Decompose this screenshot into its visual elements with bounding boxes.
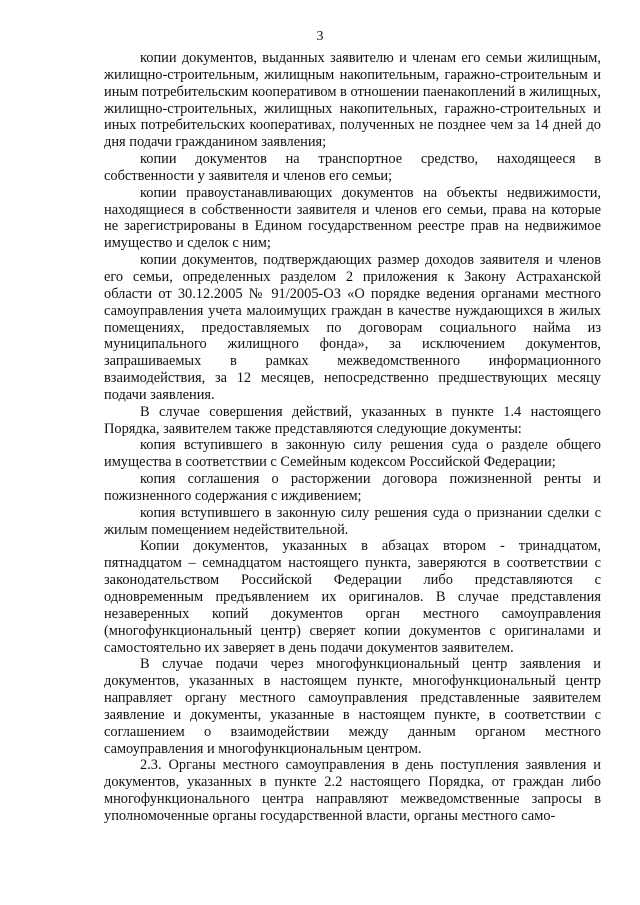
paragraph-additional-documents-intro: В случае совершения действий, указанных в пункте 1.4 настоящего Порядка, заявителем также представляются следующие документы: xyxy=(104,403,601,437)
paragraph-property-title-copies: копии правоустанавливающих документов на объекты недвижимости, находящиеся в собственности заявителя и членов его семьи, права на которые не зарегистрированы в Едином государственном реестре прав на недвижимое имущество и сделок с ним; xyxy=(104,184,601,252)
paragraph-court-decision-property-division: копия вступившего в законную силу решения суда о разделе общего имущества в соответствии с Семейным кодексом Российской Федерации; xyxy=(104,437,601,471)
paragraph-vehicle-copies: копии документов на транспортное средство, находящееся в собственности у заявителя и членов его семьи; xyxy=(104,151,601,184)
paragraph-court-decision-invalid-transaction: копия вступившего в законную силу решения суда о признании сделки с жилым помещением недействительной. xyxy=(104,504,601,538)
paragraph-cooperative-copies: копии документов, выданных заявителю и членам его семьи жилищным, жилищно-строительным, жилищным накопительным, гаражно-строительным и иным потребительским кооперативом в отношении паенакоплений в жилищных, жилищно-строительных, жилищных накопительных, гаражно-строительных и иных потребительских кооперативах, полученных не позднее чем за 14 дней до дня подачи гражданином заявления; xyxy=(104,50,601,151)
page-number: 3 xyxy=(316,29,324,44)
paragraph-annuity-termination: копия соглашения о расторжении договора пожизненной ренты и пожизненного содержания с иждивением; xyxy=(104,471,601,504)
document-body xyxy=(104,50,601,825)
paragraph-multifunctional-center: В случае подачи через многофункциональный центр заявления и документов, указанных в настоящем пункте, многофункциональный центр направляет органу местного самоуправления представленные заявителем заявление и документы, указанные в настоящем пункте, в соответствии с соглашением о взаимодействии между данным органом местного самоуправления и многофункциональным центром. xyxy=(104,656,601,757)
paragraph-section-2-3: 2.3. Органы местного самоуправления в день поступления заявления и документов, указанных в пункте 2.2 настоящего Порядка, от граждан либо многофункционального центра направляют межведомственные запросы в уполномоченные органы государственной власти, органы местного само- xyxy=(104,757,601,824)
paragraph-income-copies: копии документов, подтверждающих размер доходов заявителя и членов его семьи, определенных разделом 2 приложения к Закону Астраханской области от 30.12.2005 № 91/2005-ОЗ «О порядке ведения органами местного самоуправления учета малоимущих граждан в качестве нуждающихся в жилых помещениях, предоставляемых по договорам социального найма из муниципального жилищного фонда», за исключением документов, запрашиваемых в рамках межведомственного информационного взаимодействия, за 12 месяцев, непосредственно предшествующих месяцу подачи заявления. xyxy=(104,252,601,403)
paragraph-certification-of-copies: Копии документов, указанных в абзацах втором - тринадцатом, пятнадцатом – семнадцатом настоящего пункта, заверяются в соответствии с законодательством Российской Федерации либо представляются с одновременным предъявлением их оригиналов. В случае представления незаверенных копий документов орган местного самоуправления (многофункциональный центр) сверяет копии документов с оригиналами и самостоятельно их заверяет в день подачи документов заявителем. xyxy=(104,538,601,656)
